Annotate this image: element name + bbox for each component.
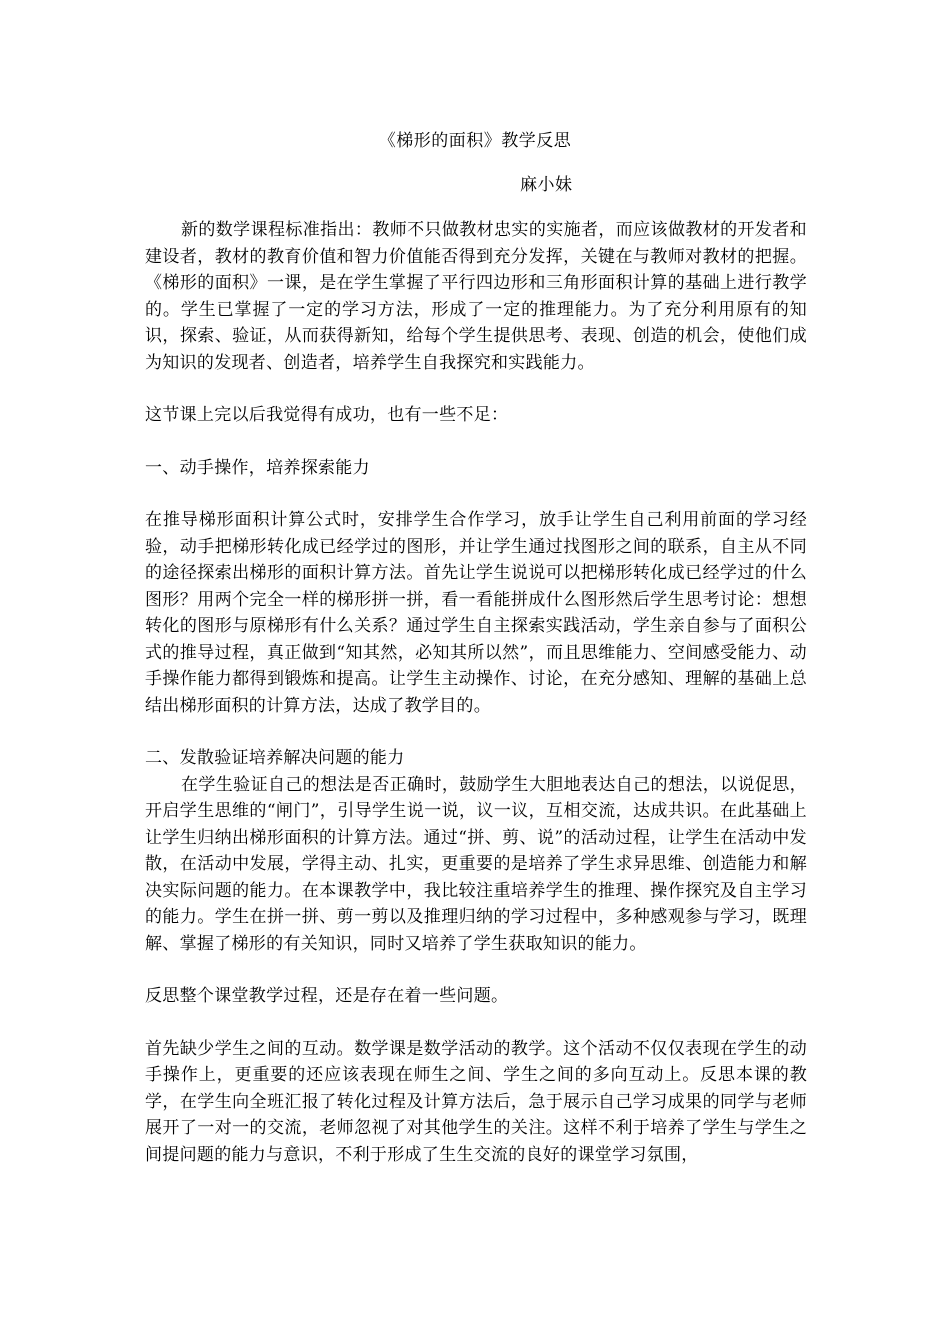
- document-body: [145, 217, 807, 1168]
- paragraph-reflection: 反思整个课堂教学过程，还是存在着一些问题。: [145, 986, 509, 1006]
- paragraph-intro: 新的数学课程标准指出：教师不只做教材忠实的实施者，而应该做教材的开发者和建设者，教材的教育价值和智力价值能否得到充分发挥，关键在与教师对教材的把握。《梯形的面积》一课，是在学生掌握了平行四边形和三角形面积计算的基础上进行教学的。学生已掌握了一定的学习方法，形成了一定的推理能力。为了充分利用原有的知识，探索、验证，从而获得新知，给每个学生提供思考、表现、创造的机会，使他们成为知识的发现者、创造者，培养学生自我探究和实践能力。: [145, 220, 807, 373]
- paragraph-summary: 这节课上完以后我觉得有成功，也有一些不足：: [145, 405, 509, 425]
- paragraph-problems: 首先缺少学生之间的互动。数学课是数学活动的教学。这个活动不仅仅表现在学生的动手操作上，更重要的还应该表现在师生之间、学生之间的多向互动上。反思本课的教学，在学生向全班汇报了转化过程及计算方法后，急于展示自己学习成果的同学与老师展开了一对一的交流，老师忽视了对其他学生的关注。这样不利于培养了学生与学生之间提问题的能力与意识，不利于形成了生生交流的良好的课堂学习氛围，: [145, 1038, 807, 1165]
- section-heading-2: 二、发散验证培养解决问题的能力: [145, 748, 405, 768]
- section-heading-1: 一、动手操作，培养探索能力: [145, 457, 370, 478]
- paragraph-section-1: 在推导梯形面积计算公式时，安排学生合作学习，放手让学生自己利用前面的学习经验，动手把梯形转化成已经学过的图形，并让学生通过找图形之间的联系，自主从不同的途径探索出梯形的面积计算方法。首先让学生说说可以把梯形转化成已经学过的什么图形？用两个完全一样的梯形拼一拼，看一看能拼成什么图形然后学生思考讨论：想想转化的图形与原梯形有什么关系？通过学生自主探索实践活动，学生亲自参与了面积公式的推导过程，真正做到“知其然，必知其所以然”，而且思维能力、空间感受能力、动手操作能力都得到锻炼和提高。让学生主动操作、讨论，在充分感知、理解的基础上总结出梯形面积的计算方法，达成了教学目的。: [145, 510, 807, 716]
- document-author: 麻小妹: [520, 175, 573, 195]
- document-title: 《梯形的面积》教学反思: [378, 131, 572, 151]
- paragraph-section-2: 在学生验证自己的想法是否正确时，鼓励学生大胆地表达自己的想法，以说促思，开启学生思维的“闸门”，引导学生说一说，议一议，互相交流，达成共识。在此基础上让学生归纳出梯形面积的计算方法。通过“拼、剪、说”的活动过程，让学生在活动中发散，在活动中发展，学得主动、扎实，更重要的是培养了学生求异思维、创造能力和解决实际问题的能力。在本课教学中，我比较注重培养学生的推理、操作探究及自主学习的能力。学生在拼一拼、剪一剪以及推理归纳的学习过程中，多种感观参与学习，既理解、掌握了梯形的有关知识，同时又培养了学生获取知识的能力。: [145, 774, 807, 954]
